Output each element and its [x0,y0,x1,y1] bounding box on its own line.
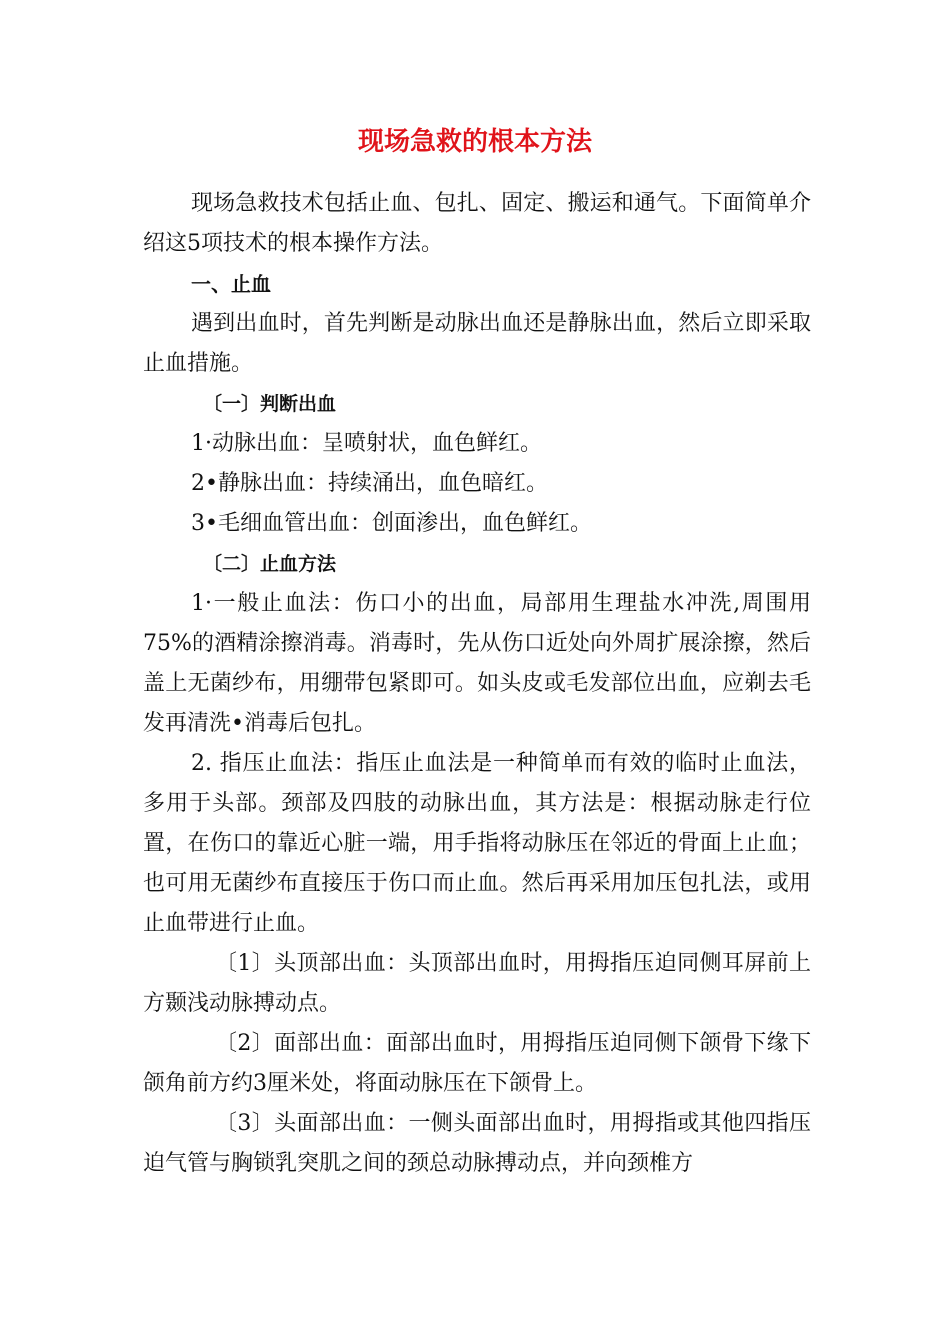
head-face-bleeding-paragraph: 〔3〕头面部出血：一侧头面部出血时，用拇指或其他四指压迫气管与胸锁乳突肌之间的颈总动脉搏动点，并向颈椎方 [143,1111,811,1176]
finger-pressure-paragraph: 2. 指压止血法：指压止血法是一种简单而有效的临时止血法，多用于头部。颈部及四肢的动脉出血，其方法是：根据动脉走行位置，在伤口的靠近心脏一端，用手指将动脉压在邻近的骨面上止血；也可用无菌纱布直接压于伤口而止血。然后再采用加压包扎法，或用止血带进行止血。 [143,751,811,936]
document-title: 现场急救的根本方法 [357,127,592,157]
list-item-capillary: 3•毛细血管出血：创面渗出，血色鲜红。 [191,511,592,536]
list-item-venous: 2•静脉出血：持续涌出，血色暗红。 [191,471,548,496]
list-item-arterial: 1·动脉出血：呈喷射状，血色鲜红。 [191,431,542,456]
subsection-heading-judge-bleeding: 〔一〕判断出血 [203,393,337,415]
section-heading-hemostasis: 一、止血 [191,272,271,296]
hemostasis-intro-paragraph: 遇到出血时，首先判断是动脉出血还是静脉出血，然后立即采取止血措施。 [143,311,811,376]
document-body [143,184,811,1184]
head-top-bleeding-paragraph: 〔1〕头顶部出血：头顶部出血时，用拇指压迫同侧耳屏前上方颞浅动脉搏动点。 [143,951,811,1016]
intro-paragraph: 现场急救技术包括止血、包扎、固定、搬运和通气。下面简单介绍这5项技术的根本操作方法。 [143,191,811,256]
face-bleeding-paragraph: 〔2〕面部出血：面部出血时，用拇指压迫同侧下颌骨下缘下颌角前方约3厘米处，将面动脉压在下颌骨上。 [143,1031,811,1096]
subsection-heading-hemostasis-methods: 〔二〕止血方法 [203,553,337,575]
general-hemostasis-paragraph: 1·一般止血法：伤口小的出血，局部用生理盐水冲洗,周围用75%的酒精涂擦消毒。消毒时，先从伤口近处向外周扩展涂擦，然后盖上无菌纱布，用绷带包紧即可。如头皮或毛发部位出血，应剃去毛发再清洗•消毒后包扎。 [143,591,811,736]
